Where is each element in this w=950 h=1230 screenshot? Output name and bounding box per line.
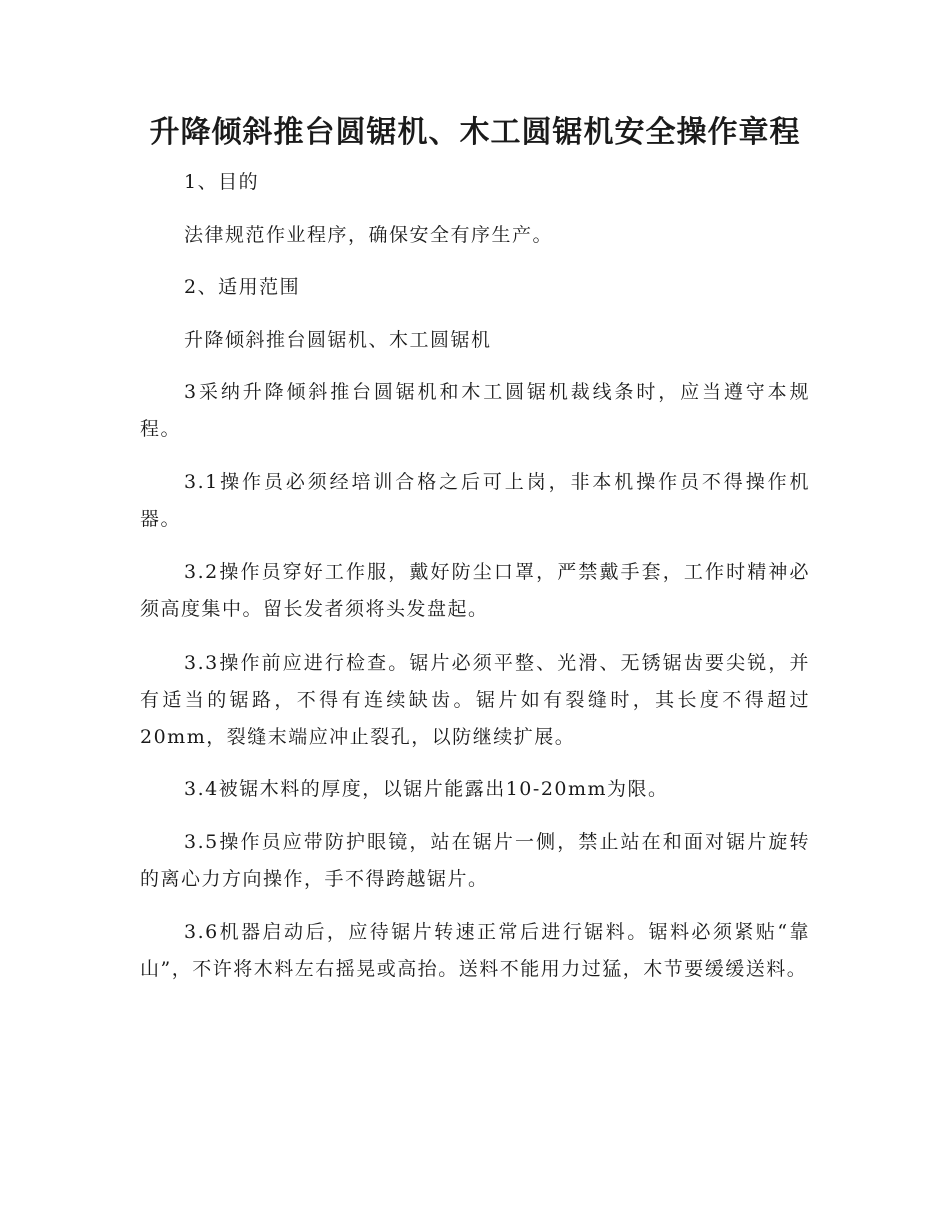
- section-scope-heading: 2、适用范围: [184, 276, 301, 298]
- section-purpose-heading: 1、目的: [184, 171, 260, 193]
- clause-3-1: 3.1操作员必须经培训合格之后可上岗，非本机操作员不得操作机器。: [140, 471, 810, 530]
- clause-3-5: 3.5操作员应带防护眼镜，站在锯片一侧，禁止站在和面对锯片旋转的离心力方向操作，手不得跨越锯片。: [140, 831, 810, 890]
- purpose-text: 法律规范作业程序，确保安全有序生产。: [184, 224, 554, 246]
- clause-3-2: 3.2操作员穿好工作服，戴好防尘口罩，严禁戴手套，工作时精神必须高度集中。留长发者须将头发盘起。: [140, 561, 810, 620]
- clause-3: 3采纳升降倾斜推台圆锯机和木工圆锯机裁线条时，应当遵守本规程。: [140, 381, 810, 440]
- clause-3-3: 3.3操作前应进行检查。锯片必须平整、光滑、无锈锯齿要尖锐，并有适当的锯路，不得有连续缺齿。锯片如有裂缝时，其长度不得超过20mm，裂缝末端应冲止裂孔，以防继续扩展。: [140, 652, 810, 748]
- document-title: 升降倾斜推台圆锯机、木工圆锯机安全操作章程: [149, 115, 801, 150]
- clause-3-4: 3.4被锯木料的厚度，以锯片能露出10-20mm为限。: [184, 778, 669, 800]
- clause-3-6: 3.6机器启动后，应待锯片转速正常后进行锯料。锯料必须紧贴“靠山”，不许将木料左右摇晃或高抬。送料不能用力过猛，木节要缓缓送料。: [140, 921, 810, 980]
- scope-text: 升降倾斜推台圆锯机、木工圆锯机: [184, 329, 492, 351]
